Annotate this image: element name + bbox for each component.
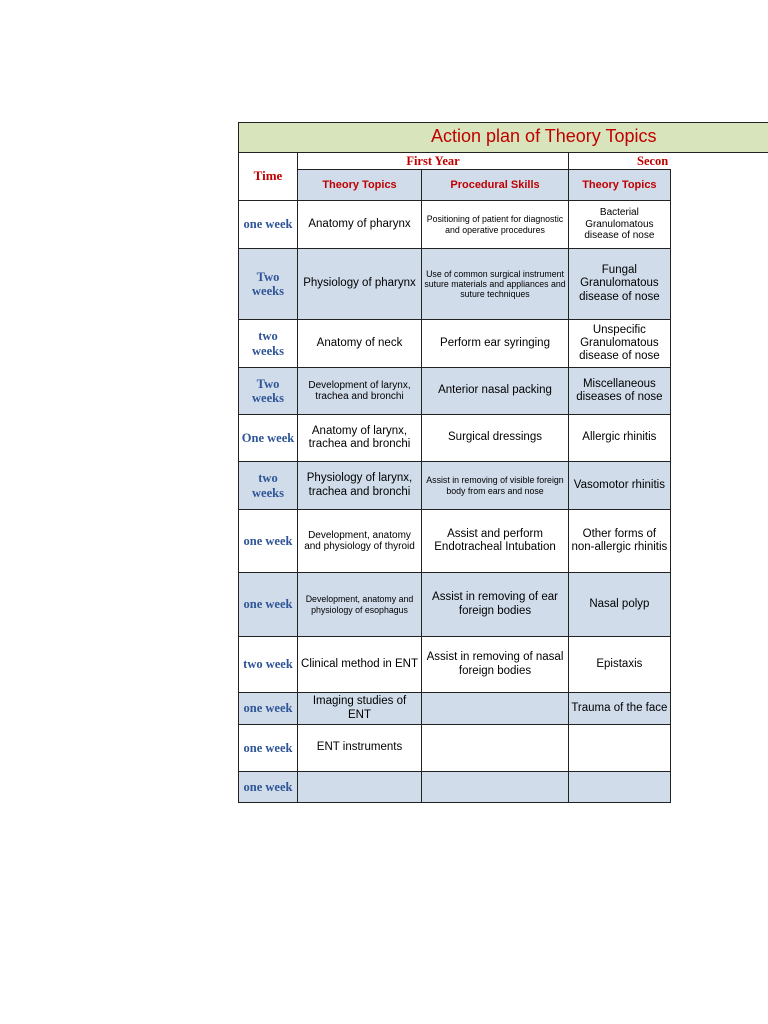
second-theory-cell: Miscellaneous diseases of nose — [569, 368, 671, 415]
theory-cell — [298, 772, 422, 803]
skill-cell: Assist in removing of nasal foreign bodies — [422, 637, 569, 693]
time-cell: One week — [239, 415, 298, 462]
theory-cell: Development of larynx, trachea and bronchi — [298, 368, 422, 415]
second-theory-cell: Bacterial Granulomatous disease of nose — [569, 201, 671, 249]
skill-cell — [422, 725, 569, 772]
second-theory-cell: Trauma of the face — [569, 693, 671, 725]
second-theory-cell: Nasal polyp — [569, 573, 671, 637]
table-row — [239, 772, 671, 803]
theory-cell: Anatomy of pharynx — [298, 201, 422, 249]
procedural-skills-header: Procedural Skills — [422, 170, 569, 201]
table-row — [239, 573, 671, 637]
time-cell: one week — [239, 693, 298, 725]
table-row — [239, 320, 671, 368]
theory-cell: Anatomy of larynx, trachea and bronchi — [298, 415, 422, 462]
skill-cell: Assist in removing of visible foreign body from ears and nose — [422, 462, 569, 510]
title-banner — [238, 122, 768, 153]
time-cell: two week — [239, 637, 298, 693]
second-theory-cell: Allergic rhinitis — [569, 415, 671, 462]
table-row — [239, 725, 671, 772]
theory-cell: Development, anatomy and physiology of esophagus — [298, 573, 422, 637]
table-row — [239, 249, 671, 320]
time-cell: one week — [239, 573, 298, 637]
header-row-columns — [239, 170, 671, 201]
theory-cell: Development, anatomy and physiology of thyroid — [298, 510, 422, 573]
skill-cell: Perform ear syringing — [422, 320, 569, 368]
theory-cell: ENT instruments — [298, 725, 422, 772]
second-theory-cell — [569, 772, 671, 803]
theory-cell: Physiology of larynx, trachea and bronchi — [298, 462, 422, 510]
time-cell: one week — [239, 725, 298, 772]
time-cell: Two weeks — [239, 368, 298, 415]
time-cell: one week — [239, 772, 298, 803]
skill-cell — [422, 693, 569, 725]
second-theory-cell — [569, 725, 671, 772]
skill-cell: Assist in removing of ear foreign bodies — [422, 573, 569, 637]
second-theory-cell: Vasomotor rhinitis — [569, 462, 671, 510]
skill-cell — [422, 772, 569, 803]
time-cell: two weeks — [239, 320, 298, 368]
second-theory-cell: Fungal Granulomatous disease of nose — [569, 249, 671, 320]
time-cell: one week — [239, 510, 298, 573]
skill-cell: Anterior nasal packing — [422, 368, 569, 415]
skill-cell: Surgical dressings — [422, 415, 569, 462]
second-theory-cell: Other forms of non-allergic rhinitis — [569, 510, 671, 573]
table-row — [239, 462, 671, 510]
second-theory-cell: Epistaxis — [569, 637, 671, 693]
second-year-header: Secon — [569, 153, 671, 170]
page-title: Action plan of Theory Topics — [431, 126, 657, 146]
table-row — [239, 510, 671, 573]
second-theory-cell: Unspecific Granulomatous disease of nose — [569, 320, 671, 368]
time-cell: Two weeks — [239, 249, 298, 320]
skill-cell: Use of common surgical instrument suture materials and appliances and suture techniques — [422, 249, 569, 320]
table-row — [239, 637, 671, 693]
theory-cell: Imaging studies of ENT — [298, 693, 422, 725]
skill-cell: Positioning of patient for diagnostic and operative procedures — [422, 201, 569, 249]
theory-cell: Clinical method in ENT — [298, 637, 422, 693]
header-row-years — [239, 153, 671, 170]
skill-cell: Assist and perform Endotracheal Intubation — [422, 510, 569, 573]
time-header: Time — [239, 153, 298, 201]
time-cell: one week — [239, 201, 298, 249]
time-cell: two weeks — [239, 462, 298, 510]
table-row — [239, 368, 671, 415]
table-row — [239, 415, 671, 462]
theory-cell: Physiology of pharynx — [298, 249, 422, 320]
first-year-header: First Year — [298, 153, 569, 170]
theory-cell: Anatomy of neck — [298, 320, 422, 368]
second-theory-topics-header: Theory Topics — [569, 170, 671, 201]
table-row — [239, 693, 671, 725]
theory-topics-table — [238, 152, 671, 803]
table-row — [239, 201, 671, 249]
theory-topics-header: Theory Topics — [298, 170, 422, 201]
